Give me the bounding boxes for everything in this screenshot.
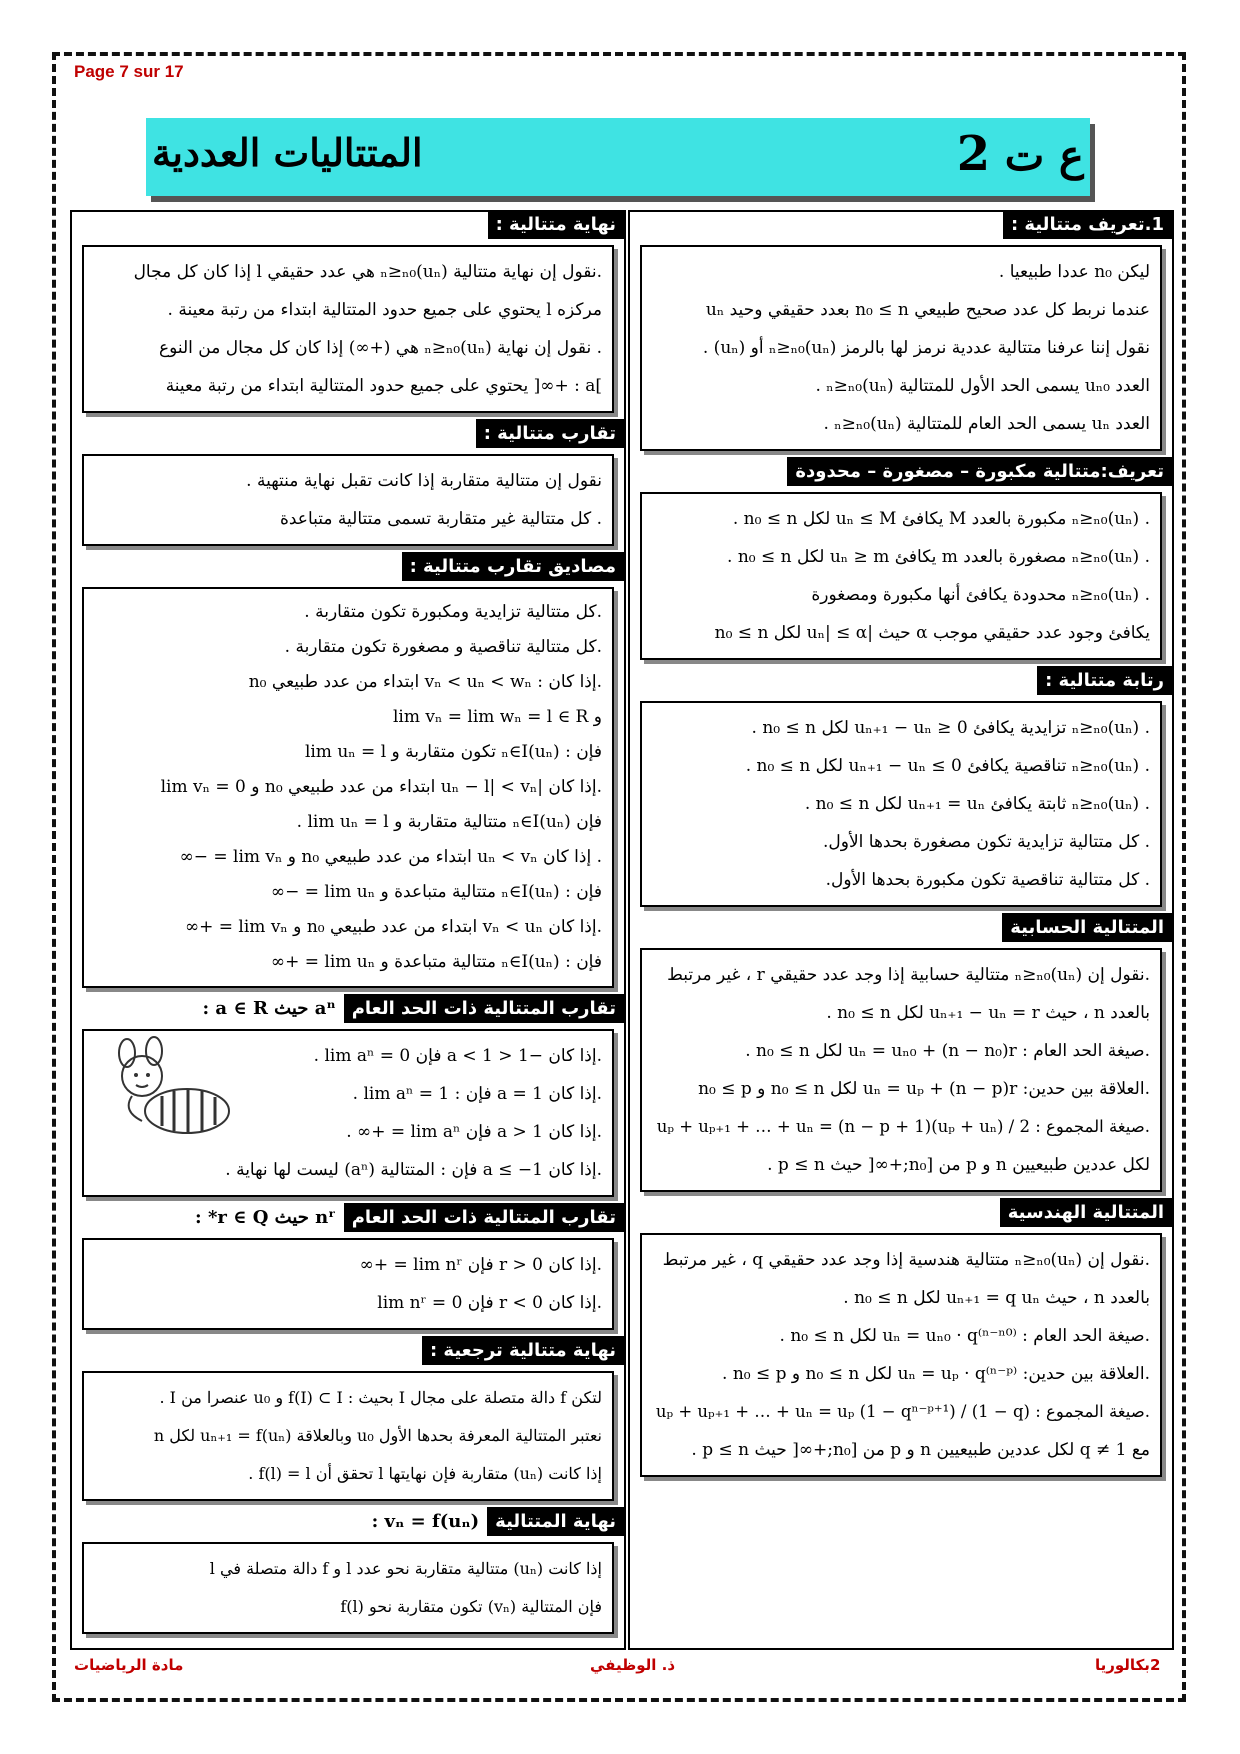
text-line: .العلاقة بين حدين: uₙ = uₚ · q⁽ⁿ⁻ᵖ⁾ لكل n₀ ≤ n و n₀ ≤ p . xyxy=(722,1364,1150,1384)
text-line: نقول إن متتالية متقاربة إذا كانت تقبل نهاية منتهية . xyxy=(246,471,602,491)
text-line: . إذا كان uₙ < vₙ ابتداء من عدد طبيعي n₀ و lim vₙ = −∞ xyxy=(179,847,602,867)
text-line: . (uₙ)ₙ≥ₙ₀ مصغورة بالعدد m يكافئ uₙ ≥ m لكل n₀ ≤ n . xyxy=(727,547,1150,567)
power-box xyxy=(82,1029,614,1197)
composition-box xyxy=(82,1542,614,1634)
section-header: مصاديق تقارب متتالية : xyxy=(402,552,624,581)
text-line: .إذا كان a > 1 فإن lim aⁿ = +∞ . xyxy=(346,1122,602,1142)
convergence-box xyxy=(82,454,614,546)
page-title: المتتاليات العددية xyxy=(152,130,423,175)
section-header: رتابة متتالية : xyxy=(1037,666,1172,695)
text-line: و lim vₙ = lim wₙ = l ∈ R xyxy=(392,707,602,727)
text-line: .إذا كان vₙ < uₙ ابتداء من عدد طبيعي n₀ و lim vₙ = +∞ xyxy=(184,917,602,937)
text-line: إذا كانت (uₙ) متتالية متقاربة نحو عدد l و f دالة متصلة في l xyxy=(209,1559,602,1578)
text-line: .إذا كان a ≤ −1 فإن : المتتالية (aⁿ) ليست لها نهاية . xyxy=(225,1160,602,1180)
text-line: . (uₙ)ₙ≥ₙ₀ تزايدية يكافئ uₙ₊₁ − uₙ ≥ 0 لكل n₀ ≤ n . xyxy=(751,718,1150,738)
text-line: . كل متتالية تناقصية تكون مكبورة بحدها الأول. xyxy=(825,870,1150,890)
text-line: . (uₙ)ₙ≥ₙ₀ ثابتة يكافئ uₙ₊₁ = uₙ لكل n₀ ≤ n . xyxy=(804,794,1150,814)
text-line: العدد uₙ يسمى الحد العام للمتتالية (uₙ)ₙ≥ₙ₀ . xyxy=(823,414,1150,434)
text-line: .صيغة المجموع : uₚ + uₚ₊₁ + … + uₙ = uₚ (1 − qⁿ⁻ᵖ⁺¹) / (1 − q) xyxy=(655,1402,1150,1421)
limit-box xyxy=(82,245,614,413)
level-label xyxy=(957,126,1084,182)
header-extra: nʳ حيث r ∈ Q* : xyxy=(195,1207,336,1228)
monotony-box xyxy=(640,701,1162,907)
text-line: عندما نربط كل عدد صحيح طبيعي n₀ ≤ n بعدد حقيقي وحيد uₙ xyxy=(705,300,1150,320)
text-line: . كل متتالية تزايدية تكون مصغورة بحدها الأول. xyxy=(823,832,1150,852)
text-line: .صيغة الحد العام : uₙ = uₙ₀ · q⁽ⁿ⁻ⁿ⁰⁾ لكل n₀ ≤ n . xyxy=(779,1326,1150,1346)
text-line: العدد uₙ₀ يسمى الحد الأول للمتتالية (uₙ)ₙ≥ₙ₀ . xyxy=(815,376,1150,396)
header-extra: vₙ = f(uₙ) : xyxy=(371,1511,480,1532)
section-header: نهاية متتالية : xyxy=(488,210,624,239)
text-line: .إذا كان r < 0 فإن lim nʳ = 0 xyxy=(377,1293,602,1313)
section-header: 1.تعريف متتالية : xyxy=(1003,210,1172,239)
text-line: إذا كانت (uₙ) متقاربة فإن نهايتها l تحقق أن f(l) = l . xyxy=(248,1464,602,1483)
text-line: نعتبر المتتالية المعرفة بحدها الأول u₀ وبالعلاقة uₙ₊₁ = f(uₙ) لكل n xyxy=(153,1426,602,1445)
text-line: .إذا كان a = 1 فإن : lim aⁿ = 1 . xyxy=(352,1084,602,1104)
text-line: فإن : (uₙ)ₙ∈I متتالية متباعدة و lim uₙ = −∞ xyxy=(270,882,602,902)
arithmetic-box xyxy=(640,948,1162,1192)
section-header: تقارب المتتالية ذات الحد العام xyxy=(344,1203,624,1232)
section-header: تعريف:متتالية مكبورة – مصغورة – محدودة xyxy=(787,457,1172,486)
level-number: 2 xyxy=(956,126,991,182)
text-line: فإن المتتالية (vₙ) تكون متقاربة نحو f(l) xyxy=(340,1597,602,1616)
section-header: المتتالية الحسابية xyxy=(1002,913,1172,942)
text-line: بالعدد n ، حيث uₙ₊₁ = q uₙ لكل n₀ ≤ n . xyxy=(843,1288,1150,1308)
text-line: .نقول إن نهاية متتالية (uₙ)ₙ≥ₙ₀ هي عدد حقيقي l إذا كان كل مجال xyxy=(133,262,602,282)
page-number: Page 7 sur 17 xyxy=(74,62,184,81)
right-column xyxy=(630,210,1172,1650)
text-line: .العلاقة بين حدين: uₙ = uₚ + (n − p)r لكل n₀ ≤ n و n₀ ≤ p xyxy=(698,1079,1150,1099)
text-line: ليكن n₀ عددا طبيعيا . xyxy=(998,262,1150,282)
text-line: لكل عددين طبيعيين n و p من [n₀;+∞[ حيث p ≤ n . xyxy=(767,1155,1150,1175)
bee-cartoon-icon xyxy=(102,1031,252,1151)
geometric-box xyxy=(640,1233,1162,1477)
section-header: نهاية متتالية ترجعية : xyxy=(422,1336,624,1365)
section-header: تقارب المتتالية ذات الحد العام xyxy=(344,994,624,1023)
text-line: .صيغة الحد العام : uₙ = uₙ₀ + (n − n₀)r لكل n₀ ≤ n . xyxy=(745,1041,1150,1061)
text-line: فإن : (uₙ)ₙ∈I تكون متقاربة و lim uₙ = l xyxy=(304,742,602,762)
text-line: .إذا كان −1 < a < 1 فإن lim aⁿ = 0 . xyxy=(313,1046,602,1066)
text-line: .صيغة المجموع : uₚ + uₚ₊₁ + … + uₙ = (n − p + 1)(uₚ + uₙ) / 2 xyxy=(656,1117,1150,1136)
footer-subject: مادة الرياضيات xyxy=(74,1656,184,1674)
text-line: بالعدد n ، حيث uₙ₊₁ − uₙ = r لكل n₀ ≤ n . xyxy=(826,1003,1150,1023)
section-header: تقارب متتالية : xyxy=(476,419,624,448)
footer-level: 2بكالوريا xyxy=(1095,1656,1161,1674)
text-line: .نقول إن (uₙ)ₙ≥ₙ₀ متتالية حسابية إذا وجد عدد حقيقي r ، غير مرتبط xyxy=(667,965,1150,985)
text-line: .إذا كان |uₙ − l| < vₙ ابتداء من عدد طبيعي n₀ و lim vₙ = 0 xyxy=(160,777,602,797)
power-n-box xyxy=(82,1238,614,1330)
text-line: .نقول إن (uₙ)ₙ≥ₙ₀ متتالية هندسية إذا وجد عدد حقيقي q ، غير مرتبط xyxy=(662,1250,1150,1270)
text-line: ]a : +∞[ يحتوي على جميع حدود المتتالية ابتداء من رتبة معينة xyxy=(165,376,602,396)
text-line: .كل متتالية تناقصية و مصغورة تكون متقاربة . xyxy=(284,637,602,657)
text-line: .إذا كان r > 0 فإن lim nʳ = +∞ xyxy=(359,1255,602,1275)
text-line: مركزه l يحتوي على جميع حدود المتتالية ابتداء من رتبة معينة . xyxy=(167,300,602,320)
bounded-box xyxy=(640,492,1162,660)
section-header: نهاية المتتالية xyxy=(487,1507,624,1536)
definition-box xyxy=(640,245,1162,451)
section-header: المتتالية الهندسية xyxy=(1000,1198,1172,1227)
footer-author: ذ. الوظيفي xyxy=(590,1656,676,1674)
title-banner xyxy=(146,118,1090,196)
text-line: .كل متتالية تزايدية ومكبورة تكون متقاربة . xyxy=(304,602,602,622)
text-line: يكافئ وجود عدد حقيقي موجب α حيث |uₙ| ≤ α لكل n₀ ≤ n xyxy=(714,623,1150,643)
text-line: فإن (uₙ)ₙ∈I متتالية متقاربة و lim uₙ = l . xyxy=(296,812,602,832)
text-line: . نقول إن نهاية (uₙ)ₙ≥ₙ₀ هي (+∞) إذا كان كل مجال من النوع xyxy=(158,338,602,358)
level-text: ع ت xyxy=(1004,131,1084,180)
left-column xyxy=(72,210,624,1650)
text-line: نقول إننا عرفنا متتالية عددية نرمز لها بالرمز (uₙ)ₙ≥ₙ₀ أو (uₙ) . xyxy=(702,338,1150,358)
text-line: . (uₙ)ₙ≥ₙ₀ تناقصية يكافئ uₙ₊₁ − uₙ ≤ 0 لكل n₀ ≤ n . xyxy=(745,756,1150,776)
recursive-box xyxy=(82,1371,614,1501)
text-line: . (uₙ)ₙ≥ₙ₀ محدودة يكافئ أنها مكبورة ومصغورة xyxy=(811,585,1150,605)
text-line: مع q ≠ 1 لكل عددين طبيعيين n و p من [n₀;+∞[ حيث p ≤ n . xyxy=(691,1440,1150,1460)
text-line: . كل متتالية غير متقاربة تسمى متتالية متباعدة xyxy=(279,509,602,529)
text-line: . (uₙ)ₙ≥ₙ₀ مكبورة بالعدد M يكافئ uₙ ≤ M لكل n₀ ≤ n . xyxy=(732,509,1150,529)
criteria-box xyxy=(82,587,614,988)
text-line: .إذا كان : vₙ < uₙ < wₙ ابتداء من عدد طبيعي n₀ xyxy=(248,672,602,692)
text-line: فإن : (uₙ)ₙ∈I متتالية متباعدة و lim uₙ = +∞ xyxy=(270,952,602,972)
header-extra: aⁿ حيث a ∈ R : xyxy=(202,998,336,1019)
text-line: لتكن f دالة متصلة على مجال I بحيث : f(I) ⊂ I و u₀ عنصرا من I . xyxy=(159,1388,602,1407)
